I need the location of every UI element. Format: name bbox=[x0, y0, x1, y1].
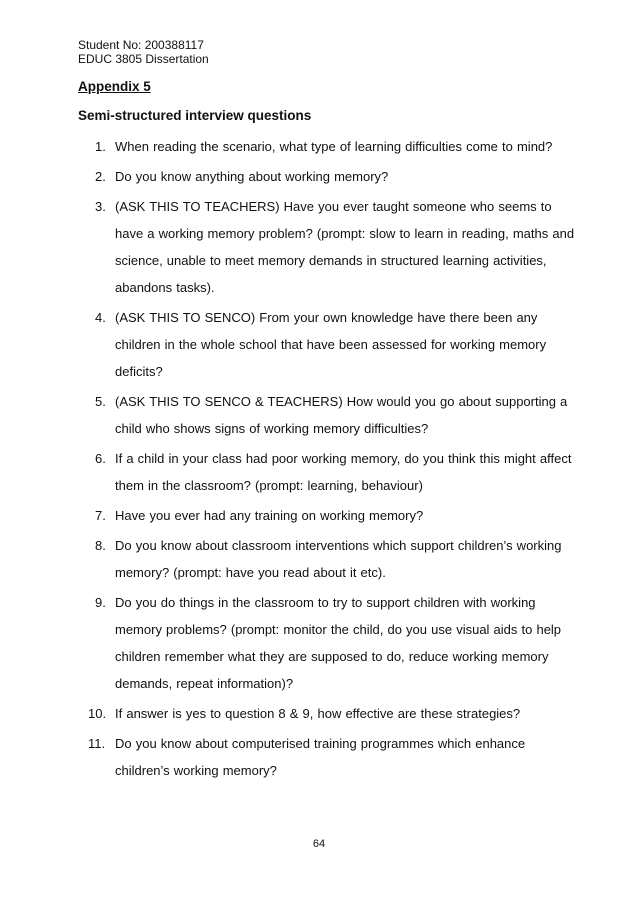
question-item bbox=[78, 730, 578, 784]
question-number: 5. bbox=[95, 394, 106, 409]
question-text: (ASK THIS TO TEACHERS) Have you ever taught someone who seems to have a working memory problem? (prompt: slow to learn in reading, maths and science, unable to meet memory demands in structured learning activities, abandons tasks). bbox=[115, 199, 575, 295]
question-item bbox=[78, 388, 578, 442]
document-header bbox=[78, 38, 209, 66]
question-number: 11. bbox=[88, 736, 106, 751]
question-item bbox=[78, 133, 578, 160]
question-item bbox=[78, 532, 578, 586]
course-title: EDUC 3805 Dissertation bbox=[78, 52, 209, 66]
question-number: 10. bbox=[88, 706, 107, 721]
question-text: Do you know about classroom interventions which support children’s working memory? (prompt: have you read about it etc). bbox=[115, 538, 562, 580]
question-text: Do you know anything about working memory? bbox=[115, 169, 389, 184]
page-number: 64 bbox=[312, 838, 326, 850]
question-text: Do you know about computerised training programmes which enhance children’s working memory? bbox=[115, 736, 526, 778]
question-item bbox=[78, 163, 578, 190]
question-number: 2. bbox=[95, 169, 106, 184]
question-text: If a child in your class had poor working memory, do you think this might affect them in the classroom? (prompt: learning, behaviour) bbox=[115, 451, 572, 493]
question-text: (ASK THIS TO SENCO & TEACHERS) How would you go about supporting a child who shows signs of working memory difficulties? bbox=[115, 394, 568, 436]
question-item bbox=[78, 304, 578, 385]
question-item bbox=[78, 589, 578, 697]
question-number: 4. bbox=[95, 310, 106, 325]
question-text: (ASK THIS TO SENCO) From your own knowledge have there been any children in the whole school that have been assessed for working memory deficits? bbox=[115, 310, 547, 379]
question-text: Do you do things in the classroom to try to support children with working memory problems? (prompt: monitor the child, do you use visual aids to help children remember what they are supposed to do, reduce working memory demands, repeat information)? bbox=[115, 595, 562, 691]
question-item bbox=[78, 700, 578, 727]
question-number: 6. bbox=[95, 451, 106, 466]
question-list bbox=[78, 130, 578, 784]
question-text: Have you ever had any training on working memory? bbox=[115, 508, 424, 523]
student-number: Student No: 200388117 bbox=[78, 38, 204, 52]
question-number: 3. bbox=[95, 199, 106, 214]
question-text: If answer is yes to question 8 & 9, how effective are these strategies? bbox=[115, 706, 521, 721]
question-item bbox=[78, 193, 578, 301]
question-number: 7. bbox=[95, 508, 106, 523]
question-text: When reading the scenario, what type of learning difficulties come to mind? bbox=[115, 139, 553, 154]
question-number: 9. bbox=[95, 595, 106, 610]
appendix-title: Appendix 5 bbox=[78, 79, 151, 94]
question-number: 1. bbox=[95, 139, 106, 154]
question-item bbox=[78, 502, 578, 529]
section-title: Semi-structured interview questions bbox=[78, 108, 312, 123]
question-item bbox=[78, 445, 578, 499]
question-number: 8. bbox=[95, 538, 106, 553]
